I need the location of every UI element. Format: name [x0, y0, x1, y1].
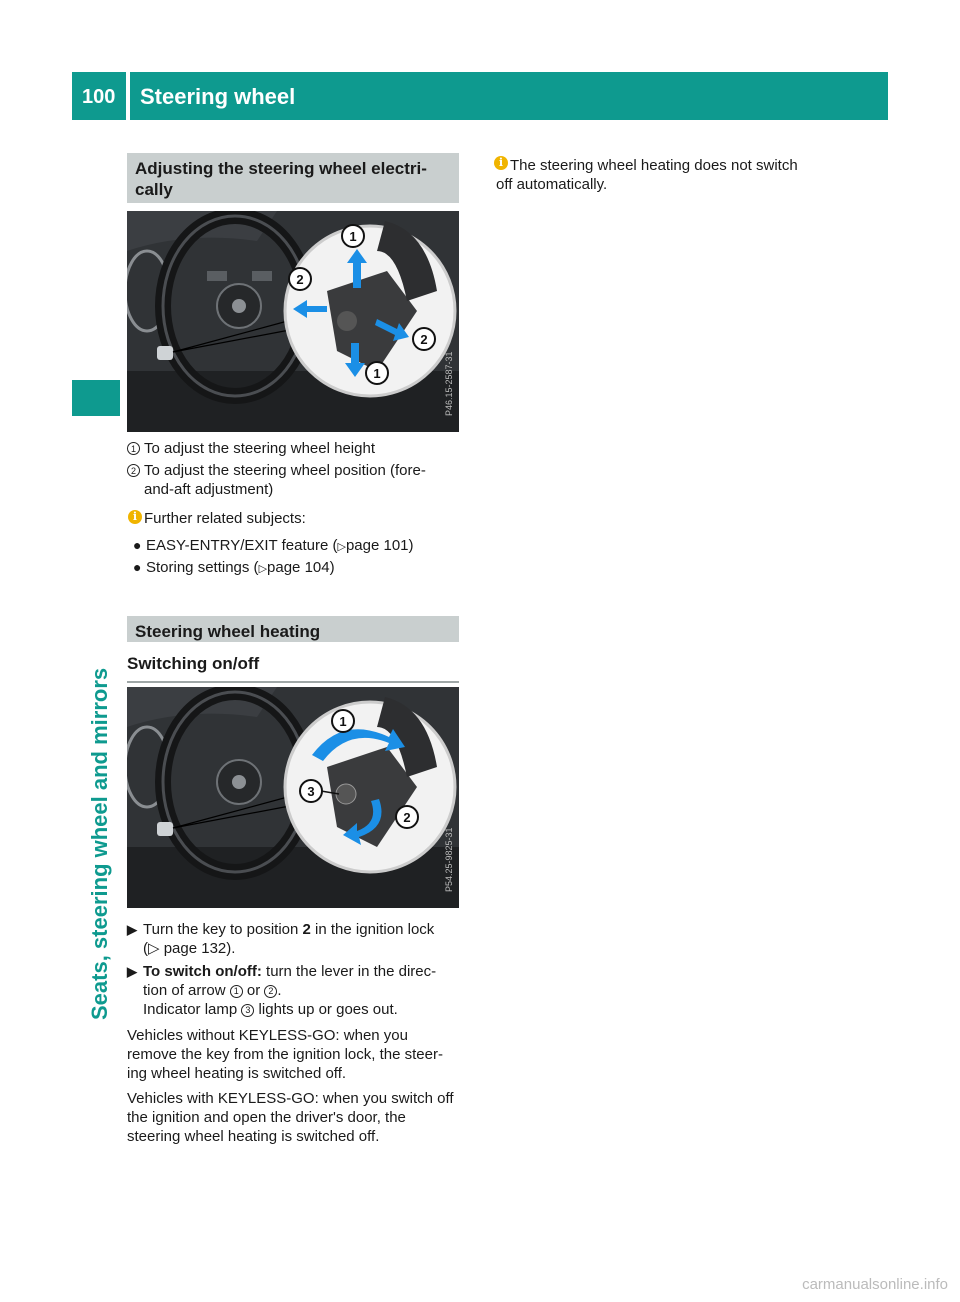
- step-text: turn the lever in the direc-: [261, 963, 437, 980]
- right-info-note: [510, 156, 798, 175]
- callout-2-left: 2: [296, 272, 304, 287]
- bullet-text: EASY-ENTRY/EXIT feature (: [146, 537, 338, 554]
- paragraph-without-keyless: [127, 1026, 459, 1083]
- step-arrow-icon: ▶: [127, 922, 137, 937]
- step-text: in the ignition lock: [310, 921, 435, 938]
- callout-3: 3: [307, 784, 315, 799]
- paragraph-line: steering wheel heating is switched off.: [127, 1128, 380, 1145]
- page-ref-arrow-icon: ▷: [258, 563, 268, 575]
- legend-text: To adjust the steering wheel position (fore-: [144, 462, 426, 479]
- paragraph-line: remove the key from the ignition lock, the steer-: [127, 1046, 443, 1063]
- callout-1-top: 1: [349, 229, 357, 244]
- bullet-text: Storing settings (: [146, 559, 259, 576]
- note-line: off automatically.: [496, 176, 608, 193]
- step-arrow-icon: ▶: [127, 964, 137, 979]
- legend-text: and-aft adjustment): [144, 481, 274, 498]
- chapter-side-label: Seats, steering wheel and mirrors: [87, 667, 112, 1020]
- legend-marker: 2: [127, 464, 140, 477]
- page-ref-link[interactable]: (▷ page 132).: [143, 940, 236, 957]
- step-text: tion of arrow: [143, 982, 230, 999]
- info-icon: i: [494, 156, 508, 170]
- marker-2: 2: [264, 985, 277, 998]
- figure-steering-adjust: [127, 211, 459, 432]
- header-divider: [126, 72, 130, 120]
- page-ref-link[interactable]: page 101): [345, 537, 414, 554]
- legend-item: [127, 461, 459, 499]
- step-text: lights up or goes out.: [254, 1001, 398, 1018]
- legend-text: To adjust the steering wheel height: [144, 440, 375, 457]
- bullet-glyph: ●: [133, 559, 142, 575]
- figure-illustration: [127, 211, 459, 432]
- paragraph-line: Vehicles without KEYLESS-GO: when you: [127, 1027, 408, 1044]
- legend-marker: 1: [127, 442, 140, 455]
- figure-code: P54.25-9825-31: [444, 827, 454, 892]
- step-item: [127, 920, 459, 958]
- callout-2-right: 2: [420, 332, 428, 347]
- figure-heating-lever: [127, 687, 459, 908]
- section-heading-adjusting: [127, 153, 459, 203]
- figure-code: P46.15-2587-31: [444, 351, 454, 416]
- page-ref-link[interactable]: page 104): [267, 559, 335, 576]
- heading-line: cally: [135, 180, 173, 199]
- callout-1: 1: [339, 714, 347, 729]
- watermark: carmanualsonline.info: [802, 1276, 948, 1293]
- step-text: .: [277, 982, 282, 999]
- chapter-tab: [72, 380, 120, 416]
- callout-1-bottom: 1: [373, 366, 381, 381]
- heading-line: Adjusting the steering wheel electri-: [135, 159, 427, 178]
- marker-1: 1: [230, 985, 243, 998]
- step-text: Turn the key to position: [143, 921, 303, 938]
- paragraph-with-keyless: [127, 1089, 459, 1146]
- figure-illustration: [127, 687, 459, 908]
- callout-2: 2: [403, 810, 411, 825]
- paragraph-line: the ignition and open the driver's door, the: [127, 1109, 406, 1126]
- info-text: Further related subjects:: [144, 510, 306, 527]
- page-ref-arrow-icon: ▷: [337, 541, 346, 553]
- note-line: The steering wheel heating does not switch: [510, 157, 798, 174]
- info-icon: i: [128, 510, 142, 524]
- page-header: [72, 72, 888, 120]
- step-label: To switch on/off:: [143, 963, 262, 980]
- bullet-glyph: ●: [133, 537, 142, 553]
- section-heading-heating: [127, 616, 459, 642]
- right-info-note-cont: [496, 175, 607, 194]
- subheading-switching: [127, 653, 459, 683]
- step-item: [127, 962, 459, 1020]
- page-number: 100: [82, 86, 116, 108]
- chapter-title: Steering wheel: [140, 84, 296, 109]
- paragraph-line: Vehicles with KEYLESS-GO: when you switch off: [127, 1090, 454, 1107]
- subheading-text: Switching on/off: [127, 653, 459, 683]
- paragraph-line: ing wheel heating is switched off.: [127, 1065, 347, 1082]
- step-emphasis: 2: [302, 921, 311, 938]
- heading-text: Steering wheel heating: [127, 616, 459, 642]
- marker-3: 3: [241, 1004, 254, 1017]
- step-text: Indicator lamp: [143, 1001, 242, 1018]
- step-text: or: [242, 982, 265, 999]
